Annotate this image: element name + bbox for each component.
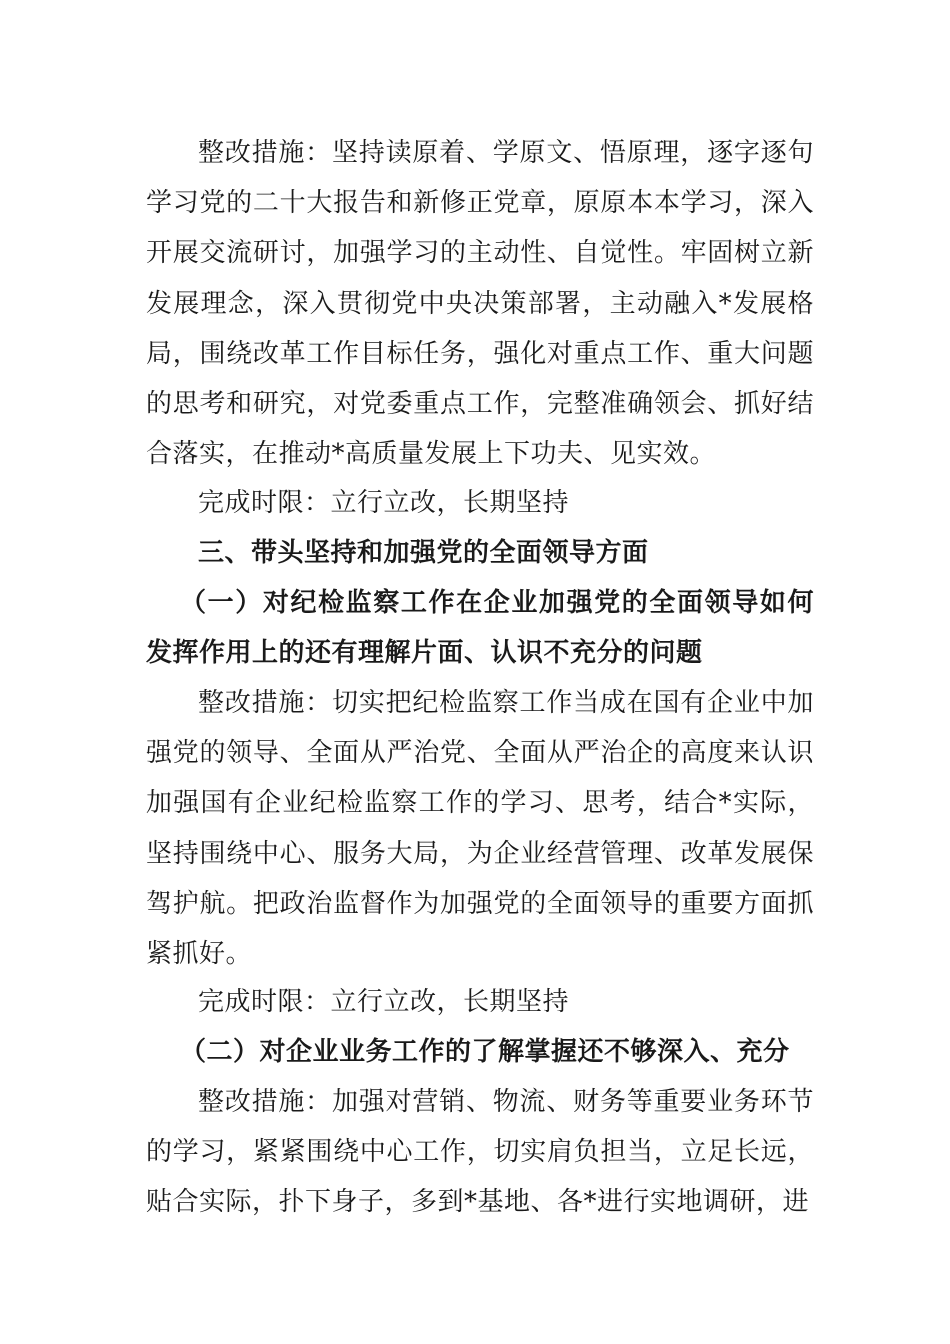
- rectification-measures-paragraph-3: 整改措施：加强对营销、物流、财务等重要业务环节的学习，紧紧围绕中心工作，切实肩负担当，立足长远，贴合实际，扑下身子，多到*基地、各*进行实地调研，进: [146, 1087, 814, 1218]
- section-heading-3: 三、带头坚持和加强党的全面领导方面: [198, 538, 649, 568]
- rectification-measures-paragraph-2: 整改措施：切实把纪检监察工作当成在国有企业中加强党的领导、全面从严治党、全面从严治企的高度来认识加强国有企业纪检监察工作的学习、思考，结合*实际，坚持围绕中心、服务大局，为企业经营管理、改革发展保驾护航。把政治监督作为加强党的全面领导的重要方面抓紧抓好。: [146, 688, 814, 970]
- sub-heading-1: （一）对纪检监察工作在企业加强党的全面领导如何发挥作用上的还有理解片面、认识不充分的问题: [146, 588, 814, 669]
- rectification-measures-paragraph-1: 整改措施：坚持读原着、学原文、悟原理，逐字逐句学习党的二十大报告和新修正党章，原原本本学习，深入开展交流研讨，加强学习的主动性、自觉性。牢固树立新发展理念，深入贯彻党中央决策部署，主动融入*发展格局，围绕改革工作目标任务，强化对重点工作、重大问题的思考和研究，对党委重点工作，完整准确领会、抓好结合落实，在推动*高质量发展上下功夫、见实效。: [146, 138, 814, 470]
- deadline-line-1: 完成时限：立行立改，长期坚持: [198, 488, 570, 518]
- sub-heading-2: （二）对企业业务工作的了解掌握还不够深入、充分: [180, 1037, 790, 1067]
- deadline-line-2: 完成时限：立行立改，长期坚持: [198, 987, 570, 1017]
